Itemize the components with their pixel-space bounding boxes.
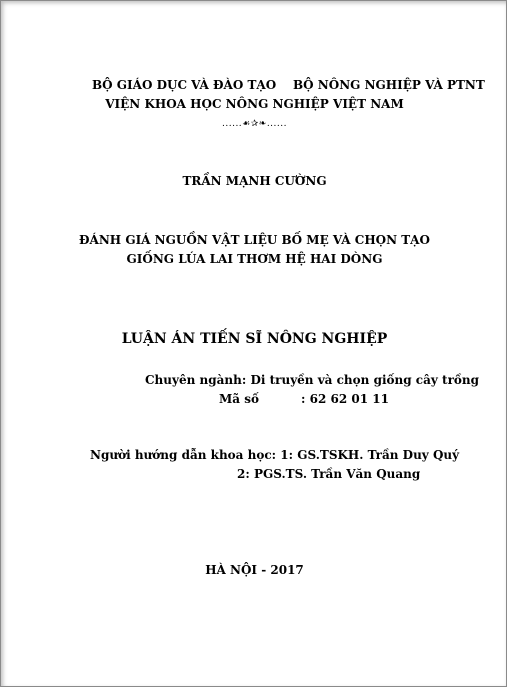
degree-type: LUẬN ÁN TIẾN SĨ NÔNG NGHIỆP: [121, 331, 388, 347]
ornament-divider: ......☙✰❧......: [222, 119, 287, 129]
author-name: TRẦN MẠNH CƯỜNG: [182, 174, 327, 188]
advisor-label: Người hướng dẫn khoa học: 1: GS.TSKH. Trần Duy Quý: [90, 448, 460, 462]
code-label: Mã số: [219, 392, 259, 406]
thesis-title-line-1: ĐÁNH GIÁ NGUỒN VẬT LIỆU BỐ MẸ VÀ CHỌN TẠO: [79, 233, 430, 247]
ministry-education: BỘ GIÁO DỤC VÀ ĐÀO TẠO: [92, 78, 277, 92]
place-year: HÀ NỘI - 2017: [205, 563, 304, 577]
code-value: : 62 62 01 11: [301, 392, 389, 406]
major-label: Chuyên ngành: Di truyền và chọn giống cây trồng: [145, 373, 480, 387]
ministry-agriculture: BỘ NÔNG NGHIỆP VÀ PTNT: [293, 78, 485, 92]
advisor-second: 2: PGS.TS. Trần Văn Quang: [237, 467, 421, 481]
institute-name: VIỆN KHOA HỌC NÔNG NGHIỆP VIỆT NAM: [105, 97, 404, 111]
thesis-title-line-2: GIỐNG LÚA LAI THƠM HỆ HAI DÒNG: [126, 252, 383, 266]
